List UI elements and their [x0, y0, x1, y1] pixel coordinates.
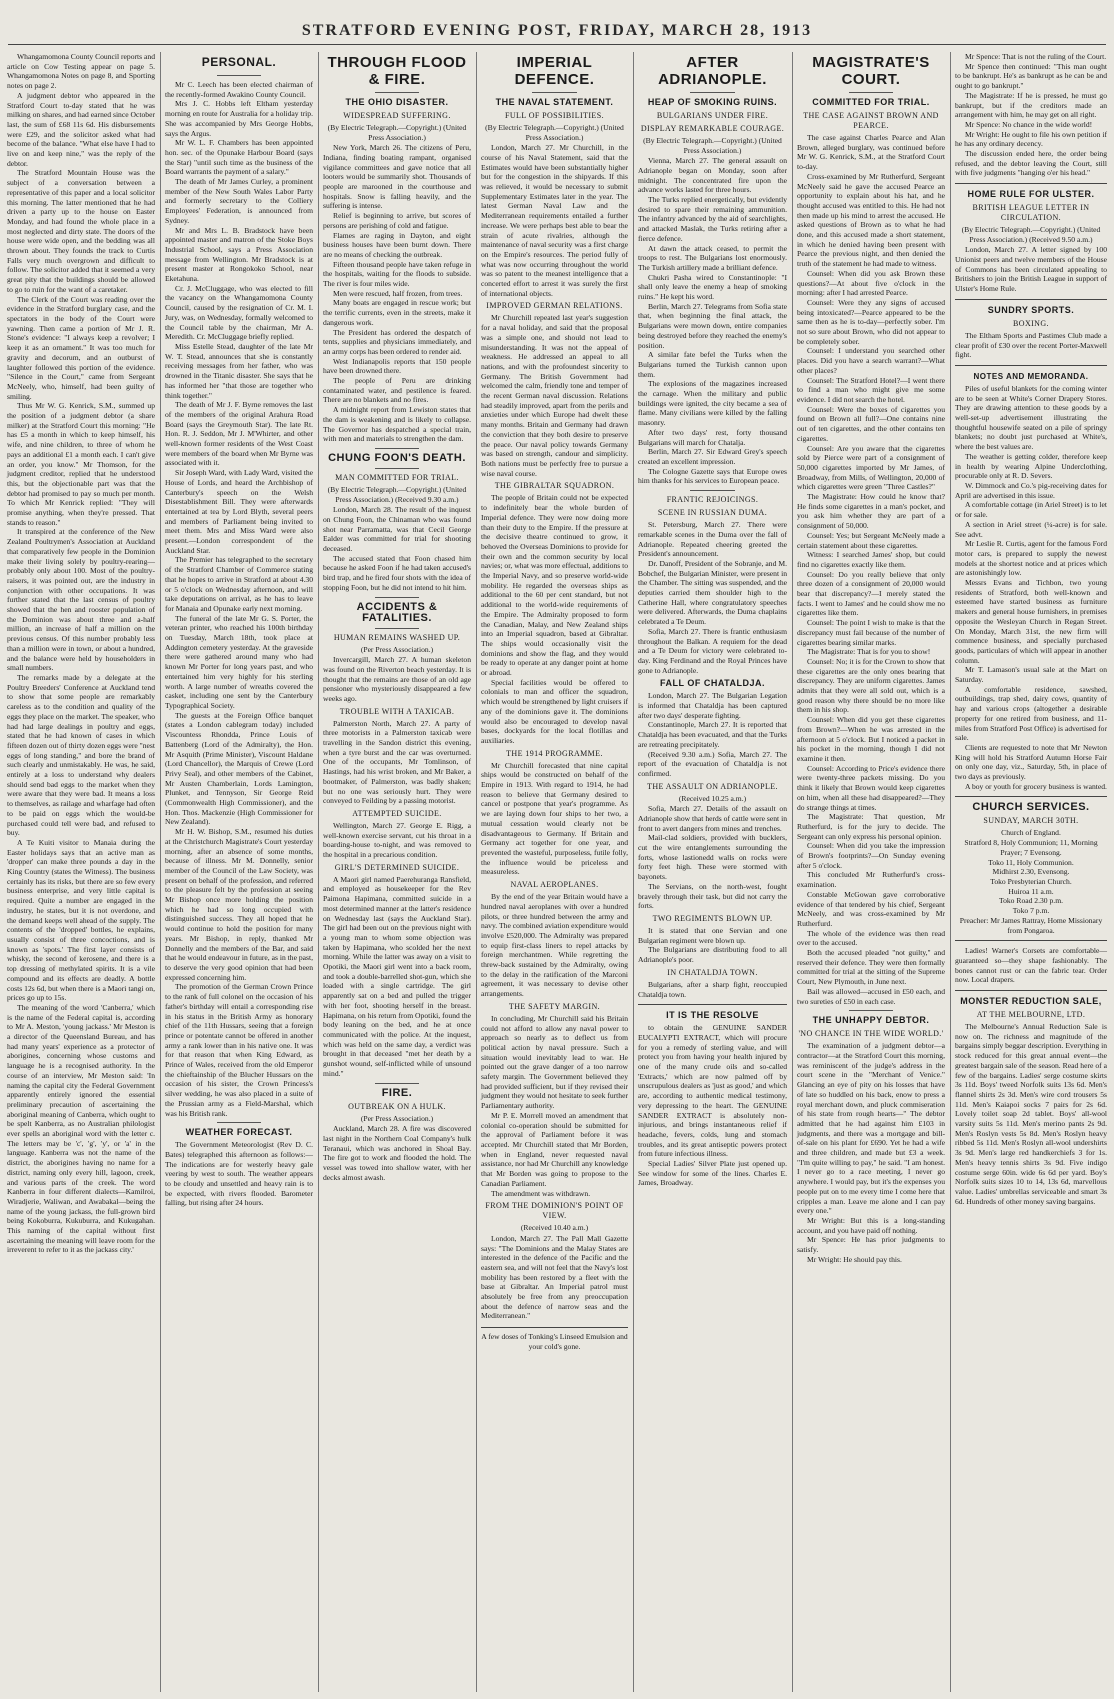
paragraph: London, March 27. The Pall Mall Gazette says: "The Dominions and the Malay States are interested in the defence of the Pacific and the eastern sea, and will not feel that the Navy's lost mobility has been restored by a fleet with the base at Gibraltar. An Imperial patrol must absolutely be free from any preoccupation about the defence of narrow seas and the Mediterranean."	[481, 1233, 628, 1321]
paragraph: A Te Kuiti visitor to Manaia during the Easter holidays says that an active man as 'dropper' can make three pounds a day in the King Country (states the Witness). The business certainly has its risks, but there are so few every business enterprise, and very little capital is required. Quite a number are engaged in the industry, he states, but it is not overdone, and the demand keeps well ahead of the supply. The contents of the 'dropped' bottles, he explains, usually consist of three concoctions, and is known as 'spots.' The first layer consists of whisky, the second of kerosene, and there is a top dressing of methylated spirits. It is a vile compound and its effects are deadly. A bottle costs 12s 6d, but when there is a Maori tangi on, prices go up to 15s.	[7, 837, 155, 1003]
paragraph: The death of Mr James Curley, a prominent member of the New South Wales Labor Party and formerly secretary to the Colliery Employees' Federation, is announced from Sydney.	[165, 177, 313, 225]
paragraph: The Bulgarians are distributing food to all Adrianople's poor.	[638, 945, 787, 965]
paragraph: The Servians, on the north-west, fought bravely through their task, but did not carry the forts.	[638, 881, 787, 911]
paragraph: The case against Charles Pearce and Alan Brown, alleged burglary, was continued before Mr W. G. Kenrick, S.M., at the Stratford Court to-day.	[797, 133, 945, 172]
subheading-small: FROM THE DOMINION'S POINT OF VIEW.	[485, 1201, 624, 1221]
paragraph: Church of England.	[1001, 828, 1061, 838]
column-flood-fire	[320, 52, 474, 1692]
subheading: CHURCH SERVICES.	[972, 801, 1090, 814]
paragraph: Mrs J. C. Hobbs left Eltham yesterday morning en route for Australia for a holiday trip. She was accompanied by Mrs George Hobbs, says the Argus.	[165, 99, 313, 138]
subheading-small: SCENE IN RUSSIAN DUMA.	[657, 508, 768, 518]
paragraph: Counsel: According to Price's evidence there were twenty-three packets missing. Do you think it likely that Brown would keep cigarettes on him, when all these had disappeared?—They do strange things at times.	[797, 763, 945, 812]
subheading: HEAP OF SMOKING RUINS.	[647, 97, 778, 107]
paragraph: St. Petersburg, March 27. There were remarkable scenes in the Duma over the fall of Adrianople. Repeated cheering greeted the President's announcement.	[638, 520, 787, 559]
paragraph: The death of Mr J. F. Byrne removes the last of the members of the original Arahura Road Board (says the Greymouth Star). The late Rt. Hon. R. J. Seddon, Mr J. M'Whirter, and other well-known former residents of the West Coast were members of the board when Mr Byrne was associated with it.	[165, 400, 313, 468]
paragraph: Chukri Pasha wired to Constantinople: "I shall only leave the enemy a heap of smoking ruins." He kept his word.	[638, 272, 787, 302]
paragraph: The people of Peru are drinking contaminated water, and pestilence is feared. There are no blankets and no fires.	[323, 376, 471, 405]
press-credit: (By Electric Telegraph.—Copyright.) (United Press Association.)	[327, 123, 467, 142]
article-paragraphs	[797, 1041, 945, 1264]
article-paragraphs	[638, 980, 787, 999]
column-sundry	[952, 52, 1110, 1692]
article-paragraphs	[481, 493, 628, 745]
weather-heading: WEATHER FORECAST.	[185, 1127, 293, 1138]
paragraph: Counsel: Yes; but Sergeant McNeely made a certain statement about these cigarettes.	[797, 530, 945, 550]
paragraph: Counsel: Are you aware that the cigarettes sold by Pierce were part of a consignment of 50,000 cigarettes imported by Mr James, of Broadway, from Mills, of Wellington, 20,000 of which cigarettes were green "Three Castles?"	[797, 443, 945, 492]
paragraph: A comfortable cottage (in Ariel Street) is to let or for sale.	[955, 500, 1107, 520]
paragraph: At dawn the attack ceased, to permit the troops to rest. The Bulgarians lost enormously. The Turkish artillery made a brilliant defence.	[638, 243, 787, 272]
paragraph: The Magistrate: That is for you to show!	[807, 647, 931, 657]
subheading-small: WIDESPREAD SUFFERING.	[343, 111, 451, 120]
article-paragraphs	[481, 143, 628, 298]
paragraph: Mr T. Lamason's usual sale at the Mart on Saturday.	[955, 665, 1107, 685]
article-paragraphs	[638, 691, 787, 778]
article-paragraphs	[481, 761, 628, 877]
paragraph: Sofia, March 27. Details of the assault on Adrianople show that herds of cattle were sent in front to avert dangers from mines and trenches.	[638, 804, 787, 833]
subheading: CHUNG FOON'S DEATH.	[328, 451, 466, 464]
press-credit: (By Electric Telegraph.—Copyright.) (United Press Association.) (Received 9.50 a.m.)	[961, 225, 1101, 244]
paragraph: In concluding, Mr Churchill said his Britain could not afford to allow any naval power to approach so nearly as to deflect us from political action by naval pressure. Such a situation would inevitably lead to war. He pointed out the grave danger of a too narrow safety margin. The Government believed they had provided sufficient, but if they revised their judgment they would not hesitate to seek further Parliamentary authority.	[481, 1013, 628, 1111]
paragraph: Toko 11, Holy Communion.	[988, 857, 1074, 867]
subheading-small: ATTEMPTED SUICIDE.	[352, 808, 442, 818]
column-rule	[633, 52, 634, 1692]
press-credit: (Received 10.25 a.m.)	[678, 793, 747, 803]
paragraph: Mr Wright: But this is a long-standing account, and you have paid off nothing.	[797, 1215, 945, 1235]
subheading-small: FULL OF POSSIBILITIES.	[505, 111, 604, 120]
paragraph: Counsel: When did you get these cigarettes from Brown?—When he was arrested in the afternoon at 5 o'clock. But I noticed a packet in his pocket in the morning, though I did not examine it then.	[797, 715, 945, 763]
paragraph: Mr Leslie R. Curtis, agent for the famous Ford motor cars, is prepared to supply the newest models at the shortest notice and at prices which are astonishingly low.	[955, 539, 1107, 578]
section-heading-adrianople: AFTER ADRIANOPLE.	[658, 54, 767, 88]
paragraph: Invercargill, March 27. A human skeleton was found on the Riverton beach yesterday. It is thought that the remains are those of an old age pensioner who mysteriously disappeared a few weeks ago.	[323, 655, 471, 703]
paragraph: Counsel: When did you take the impression of Brown's footprints?—On Sunday evening after 5 o'clock.	[797, 841, 945, 870]
paragraph: London, March 27. A letter signed by 100 Unionist peers and twelve members of the House of Commons has been circulated appealing to Britishers to join the British League in support of Ulster's Home Rule.	[955, 245, 1107, 294]
church-services-list	[955, 828, 1107, 935]
paragraph: The people of Britain could not be expected to indefinitely bear the whole burden of Imperial defence. They were now doing more than their duty to the Empire. If the pressure at the decisive theatre continued to grow, it behoved the Overseas Dominions to provide for their own and the common security by local navies; or, what was more effectual, additions to the Imperial Navy, and so preserve world-wide mobility. He regarded the overseas ships as additional to the 60 per cent standard, but not additional to the world-wide requirements of the Empire. The Admiralty proposed to form the Canadian, Malay, and New Zealand ships into an Imperial squadron, based at Gibraltar. The ships would occasionally visit the dominions and show the flag, and they would be ready to operate at any danger point at home or abroad.	[481, 493, 628, 678]
tonking-advert: A few doses of Tonking's Linseed Emulsion and your cold's gone.	[481, 1327, 628, 1351]
paragraph: Relief is beginning to arrive, but scores of persons are perishing of cold and fatigue.	[323, 211, 471, 230]
paragraph: Toko 7 p.m.	[1012, 906, 1050, 916]
subheading-small: TWO REGIMENTS BLOWN UP.	[652, 914, 773, 923]
paragraph: Sir Joseph Ward, with Lady Ward, visited the House of Lords, and heard the Archbishop of Canterbury's speech on the Welsh Disestablishment Bill. They were afterwards entertained at tea by Lord Blyth, several peers and members of Parliament being invited to meet them. Mrs and Miss Ward were also present.—London correspondent of the Auckland Star.	[165, 468, 313, 555]
paragraph: Messrs Evans and Tichbon, two young residents of Stratford, both well-known and esteemed have started business as furniture makers and general house furnishers, in premises opposite the Wesleyan Church in Regan Street. On Monday, March 31st, the new firm will commence business, and specially purchased goods, particulars of which will appear in another column.	[955, 578, 1107, 665]
paragraph: Counsel: When did you ask Brown these questions?—At about five o'clock in the morning: after I had arrested Pearce.	[797, 268, 945, 298]
paragraph: The guests at the Foreign Office banquet (states a London cablegram today) included Viscountess Rhondda, Prince Louis of Battenberg (Lord of the Admiralty), the Hon. Mr Asquith (Prime Minister), Viscount Haldane (Lord Chancellor), the Marquis of Crewe (Lord Privy Seal), and other members of the Cabinet, Mr Austen Chamberlain, Lords Lamington, Plunket, and Tennyson, Sir George Reid (Commonwealth High Commissioner), and the Hon. Thos. Mackenzie (High Commissioner for New Zealand).	[165, 710, 313, 827]
paragraph: The accused stated that Foon chased him because he asked Foon if he had taken accused's bird trap, and he fired four shots with the idea of stopping Foon, but he did not intend to hit him.	[323, 553, 471, 592]
paragraph: Huiroa 11 a.m.	[1008, 886, 1054, 896]
article-paragraphs	[638, 804, 787, 911]
column-adrianople	[635, 52, 790, 1692]
paragraph: Sofia, March 27. There is frantic enthusiasm throughout the Balkan. A requiem for the dead and a Te Deum for victory were celebrated to-day. King Ferdinand and the Royal Princes have gone to Adrianople.	[638, 626, 787, 675]
article-paragraphs	[955, 331, 1107, 360]
article-paragraphs	[638, 156, 787, 486]
paragraph: The Magistrate: That question, Mr Rutherfurd, is for the jury to decide. The Sergeant can only express his personal opinion.	[797, 812, 945, 841]
subheading-small: THE ASSAULT ON ADRIANOPLE.	[647, 781, 778, 791]
paragraph: Mr C. Leech has been elected chairman of the recently-formed Awakino County Council.	[165, 80, 313, 99]
article-paragraphs	[323, 1124, 471, 1182]
paragraph: Counsel: I understand you searched other places. Did you have a search warrant?—What other places?	[797, 346, 945, 375]
paragraph: Both the accused pleaded "not guilty," and reserved their defence. They were then formally committed for trial at the sitting of the Supreme Court, New Plymouth, in June next.	[797, 948, 945, 987]
subheading-small: HUMAN REMAINS WASHED UP.	[333, 632, 461, 642]
paragraph: A judgment debtor who appeared in the Stratford Court to-day stated that he was milking on shares, and had earned since October last, the sum of £68 11s 6d. His disbursements were £29, and the solicitor asked what had become of the balance. "What else have I had to live on and keep nine," was the reply of the debtor.	[7, 90, 155, 168]
paragraph: Mr Spence then continued: "This man ought to be bankrupt. He's as bankrupt as he can be and ought to go bankrupt."	[955, 61, 1107, 91]
subheading: IT IS THE RESOLVE	[666, 1010, 759, 1021]
subheading: ACCIDENTS & FATALITIES.	[356, 600, 438, 624]
paragraph: A section in Ariel street (¼-acre) is for sale. See advt.	[955, 519, 1107, 539]
paragraph: The Magistrate: How could he know that? He finds some cigarettes in a man's pocket, and you ask him whether they are part of a consignment of 50,000.	[797, 492, 945, 531]
paragraph: The Eltham Sports and Pastimes Club made a clear profit of £30 over the recent Porter-Maxwell fight.	[955, 330, 1107, 360]
notes-memoranda-paragraphs	[955, 384, 1107, 792]
press-credit: (Received 10.40 a.m.)	[520, 1223, 589, 1233]
paragraph: The whole of the evidence was then read over to the accused.	[797, 928, 945, 948]
press-credit: (Per Press Association.)	[360, 1113, 434, 1123]
paragraph: Mr W. L. F. Chambers has been appointed hon. sec. of the Opunake Harbour Board (says the Star) "until such time as the business of the Board warrants the payment of a salary."	[165, 138, 313, 177]
paragraph: It is stated that one Servian and one Bulgarian regiment were blown up.	[638, 926, 787, 945]
article-paragraphs	[481, 1014, 628, 1198]
article-paragraphs	[323, 821, 471, 860]
subheading-small: FRANTIC REJOICINGS.	[666, 495, 759, 505]
paragraph: Toko Presbyterian Church.	[990, 877, 1072, 886]
subheading: FALL OF CHATALDJA.	[660, 678, 765, 689]
paragraph: Special Ladies' Silver Plate just opened up. See window for some of the lines. Charles E. James, Broadway.	[638, 1159, 787, 1188]
press-credit: (By Electric Telegraph.—Copyright.) (United Press Association.)	[643, 136, 782, 155]
paragraph: Berlin, March 27. Sir Edward Grey's speech created an excellent impression.	[638, 447, 787, 466]
article-paragraphs	[638, 520, 787, 675]
local-notes-paragraphs	[7, 52, 155, 1255]
paragraph: Counsel: The point I wish to make is that the discrepancy must fail because of the number of cigarettes bearing similar marks.	[797, 618, 945, 647]
paragraph: New York, March 26. The citizens of Peru, Indiana, finding boating rampant, organised vigilance committees and gave notice that all looters would be summarily shot. Thousands of people are marooned in the courthouse and hospitals. Snow is falling heavily, and the suffering is intense.	[323, 143, 471, 211]
column-rule	[160, 52, 161, 1692]
corsets-advert: Ladies! Warner's Corsets are comfortable—guaranteed so—they shape fashionably. The bones cannot rust or can the fabric tear. Order now. Local drapers.	[955, 946, 1107, 985]
paragraph: W. Dimmock and Co.'s pig-receiving dates for April are advertised in this issue.	[955, 480, 1107, 500]
article-paragraphs	[323, 143, 471, 444]
section-heading-flood-fire: THROUGH FLOOD & FIRE.	[327, 54, 467, 88]
column-rule	[476, 52, 477, 1692]
column-personal	[162, 52, 316, 1692]
paragraph: Counsel: The Stratford Hotel?—I went there to find a man who might give me some evidence. I did not search the hotel.	[797, 375, 945, 404]
article-paragraphs	[481, 313, 628, 478]
subheading: MONSTER REDUCTION SALE,	[960, 996, 1102, 1007]
press-credit: (By Electric Telegraph.—Copyright.) (United Press Association.) (Received 9.30 a.m.)	[327, 484, 467, 504]
column-rule	[950, 52, 951, 1692]
subheading-small: OUTBREAK ON A HULK.	[348, 1101, 446, 1111]
paragraph: The meaning of the word 'Canberra,' which is the name of the Federal capital is, according to Mr A. Meston, 'young jackass.' Mr Meston is a director of the Queensland Bureau, and has had many years' experience as a protector of aborigines, concerning whose customs and language he is a recognised authority. In the course of an interview, Mr Meston said: 'In naming the capital city the Federal Government apparently entirely ignored the essential preliminary precaution of ascertaining the aboriginal meaning of Canberra, which ought to be spelt Kanberra, as no Australian philologist ever spells an aboriginal word with the letter c. The letters may be 'c', 'g', 'y', or 'a' in the language. Kanberra was not the name of the district, the aborigines having no name for a district, naming only every hill, lagoon, creek, and various parts of the creek. The word Kanberra in four different dialects—Kamilroi, Wiradjerie, Waliwan, and Awabakal—being the name of the young jackass, the full-grown bird being Kokoburra, Kukuburra, and Kukugahan. This naming of the capital without first ascertaining the meaning will leave room for the irreverent to refer to it as the jackass city.'	[7, 1002, 155, 1255]
paragraph: Mr and Mrs L. B. Bradstock have been appointed master and matron of the Stoke Boys Industrial School, says a Press Association message from Wellington. Mr Bradstock is at present master at Rongokoko School, near Eketahuna.	[165, 225, 313, 284]
subheading: SUNDRY SPORTS.	[987, 304, 1075, 315]
subheading: THE OHIO DISASTER.	[345, 97, 449, 107]
paragraph: It transpired at the conference of the New Zealand Poultrymen's Association at Auckland that comparatively few people in the Dominion make their living solely by poultry-rearing—probably only about 100. Most of the poultry-raisers, it was pointed out, are the industry in conjunction with other occupations. It was further stated that the last census of poultry showed that the hen and rooster population of the Dominion was about three and a-half million, an increase of half a million on the previous census. Of this number probably less than a million were in town, or about a hundred, and the balance were held by householders in small numbers.	[7, 527, 155, 673]
paragraph: Whangamomona County Council reports and article on Cow Testing appear on page 5. Whangamomona Notes on page 8, and Sporting notes on page 2.	[7, 52, 155, 91]
subheading-small: AT THE MELBOURNE, LTD.	[976, 1010, 1086, 1020]
article-paragraphs	[323, 719, 471, 806]
subheading-small: THE CASE AGAINST BROWN AND PEARCE.	[803, 111, 939, 130]
paragraph: Wellington, March 27. George E. Rigg, a well-known exercise servant, cut his throat in a boarding-house to-night, and was removed to the hospital in a precarious condition.	[323, 820, 471, 860]
paragraph: London, March 28. The result of the inquest on Chung Foon, the Chinaman who was found shot near Parramatta, was that Cecil George Ealder was committed for trial for shooting deceased.	[323, 505, 471, 553]
subheading-small: NAVAL AEROPLANES.	[510, 880, 599, 890]
paragraph: Flames are raging in Dayton, and eight business houses have been burnt down. There are no means of checking the outbreak.	[323, 230, 471, 259]
paragraph: Bail was allowed—accused in £50 each, and two sureties of £50 in each case.	[797, 986, 945, 1006]
paragraph: Toko Road 2.30 p.m.	[998, 896, 1063, 906]
subheading-small: BOXING.	[1013, 318, 1049, 328]
paragraph: A boy or youth for grocery business is wanted.	[965, 781, 1107, 791]
paragraph: Mr Churchill repeated last year's suggestion for a naval holiday, and said that the proposal was a simple one, and should not lead to misunderstanding. It was not the appeal of weakness. He addressed an appeal to all nations, and with the profoundest sincerity to Germany. The British Government had welcomed the calm, friendly tone and temper of the recent German naval discussion. Relations had steadily improved, apart from the perils and anxieties under which Europe had dwelt these many months. Britain and Germany had drawn the conviction that they both desire to preserve the peace. Our naval policy towards Germany was based on strength, candour and simplicity. Both nations must be perfectly free to pursue a wise naval course.	[481, 313, 628, 478]
paragraph: Mr Spence: That is not the ruling of the Court.	[965, 52, 1107, 61]
paragraph: Mr Spence: No chance in the wide world!	[965, 119, 1093, 129]
paragraph: Cr. J. McCluggage, who was elected to fill the vacancy on the Whangamomona County Council, caused by the resignation of Cr. M. I. Jury, was, on Wednesday, formally welcomed to the Council table by the chairman, Mr A. Meredith. Cr. McCluggage briefly replied.	[165, 283, 313, 342]
section-heading-imperial-defence: IMPERIAL DEFENCE.	[514, 54, 595, 88]
paragraph: Special facilities would be offered to colonials to man and officer the squadron, which would be strengthened by light cruisers if any of the dominions gave it. The dominions would also be encouraged to develop naval bases, dockyards for the local flotillas and auxiliaries.	[481, 677, 628, 745]
subheading-small: THE GIBRALTAR SQUADRON.	[494, 481, 615, 491]
subheading-small: DISPLAY REMARKABLE COURAGE.	[640, 124, 785, 133]
paragraph: Clients are requested to note that Mr Newton King will hold his Stratford Autumn Horse Fair on only one day, viz., Saturday, 5th, in place of two days as previously.	[955, 742, 1107, 782]
paragraph: This concluded Mr Rutherfurd's cross-examination.	[797, 870, 945, 890]
column-rule	[792, 52, 793, 1692]
subheading-small: SUNDAY, MARCH 30TH.	[983, 816, 1079, 826]
paragraph: Mr P. E. Morrell moved an amendment that colonial co-operation should be submitted for the approval of Parliament before it was accepted. Mr Churchill stated that Mr Borden, when in England, never requested naval assistance, nor had Mr Churchill any knowledge that Mr Borden was going to propose to the Canadian Parliament.	[481, 1110, 628, 1188]
paragraph: Mr Spence: He has prior judgments to satisfy.	[797, 1235, 945, 1255]
section-heading-personal: PERSONAL.	[201, 55, 277, 69]
paragraph: The Clerk of the Court was reading over the evidence in the Stratford burglary case, and the spectators in the body of the Court were yawning. Then came a portion of Mr J. R. Stone's evidence: "I always keep a revolver; I keep it as an ornament." It was too much for gravity and decorum, and an outburst of laughter followed this portion of the evidence. "Silence in the Court," came from Sergeant McNeely, who, himself, had been guilty of smiling.	[7, 294, 155, 401]
subheading-small: 'NO CHANCE IN THE WIDE WORLD.'	[798, 1029, 944, 1039]
paragraph: Mr Churchill forecasted that nine capital ships would be constructed on behalf of the Empire in 1913. With regard to 1914, he had reason to believe that Germany desired to cancel or postpone that year's programme. As we are laying down four ships to her two, a mutual cessation would clearly not be disadvantageous to Germany. If Britain and Germany act together for one year, and prevented the wasteful, purposeless, futile folly, the influence would be priceless and measureless.	[481, 760, 628, 877]
paragraph: The explosions of the magazines increased the carnage. When the military and public buildings were ignited, the city became a sea of flame. Many civilians were killed by the falling masonry.	[638, 379, 787, 428]
paragraph: A Maori girl named Paerehuranga Ransfield, and employed as housekeeper for the Rev Paimona Hapimana, committed suicide in a most determined manner at the latter's residence on Wednesday last (says the Auckland Star). The girl had been out on the previous night with a young man to whom some objection was taken by Hapimana, who scolded her the next morning. While the latter was away on a visit to Opotiki, the Maori girl went into a back room, and took a double-barrelled shot-gun, which she loaded with a single cartridge. The girl apparently sat on a bed and pulled the trigger with her foot, shooting herself in the breast. Hapimana, on his return from Opotiki, found the body leaning on the bed, and he at once communicated with the police. At the inquest, which was held on the same day, a verdict was brought in that deceased "met her death by a gunshot wound, self-inflicted while of unsound mind."	[323, 874, 471, 1078]
subheading-small: THE 1914 PROGRAMME.	[506, 748, 603, 758]
paragraph: The discussion ended here, the order being refused, and the debtor leaving the Court, still with five judgments "hanging o'er his head."	[955, 149, 1107, 178]
personal-paragraphs	[165, 80, 313, 1118]
paragraph: A similar fate befel the Turks when the Bulgarians turned the Turkish cannon upon them.	[638, 350, 787, 379]
article-paragraphs	[955, 52, 1107, 178]
subheading-small: IN CHATALDJA TOWN.	[667, 967, 758, 977]
paragraph: Constantinople, March 27. It is reported that Chataldja has been evacuated, and that the Turks are retreating precipitately.	[638, 720, 787, 749]
subheading-small: GIRL'S DETERMINED SUICIDE.	[334, 862, 460, 872]
paragraph: Cross-examined by Mr Rutherfurd, Sergeant McNeely said he gave the accused Pearce an opportunity to explain about his hat, and he thought accused was entitled to this. He had not then made up his mind to arrest the accused. He asked questions of Brown as to what he had done, and this accused made a short statement, in which he denied having been present with Pearce the previous night, and then denied the truth of the statement he had made to witness.	[797, 171, 945, 269]
subheading: COMMITTED FOR TRIAL.	[812, 97, 930, 107]
paragraph: Berlin, March 27. Telegrams from Sofia state that, when beginning the final attack, the Bulgarians were mown down, entire companies being destroyed before they reached the enemy's position.	[638, 301, 787, 350]
paragraph: The Magistrate: If he is pressed, he must go bankrupt, but if the creditors made an arrangement with him, he may get on all right.	[955, 90, 1107, 120]
article-paragraphs	[797, 133, 945, 1006]
press-credit: (Per Press Association.)	[360, 644, 434, 654]
article-paragraphs	[481, 892, 628, 999]
paragraph: Mr Wright: He ought to file his own petition if he has any ordinary decency.	[955, 129, 1107, 149]
masthead: STRATFORD EVENING POST, FRIDAY, MARCH 28, 1913	[301, 22, 813, 39]
paragraph: A comfortable residence, sawshed, outbuildings, trap shed, dairy cows, quantity of hay and various crops (altogether a desirable property for one retired from business, and 11-miles from Stratford Post Office) is advertised for sale.	[955, 684, 1107, 743]
subheading: THE NAVAL STATEMENT.	[495, 97, 614, 107]
column-local-notes	[4, 52, 158, 1692]
column-rule	[318, 52, 319, 1692]
paragraph: Stratford 8, Holy Communion; 11, Morning Prayer; 7 Evensong.	[964, 838, 1098, 857]
paragraph: Bulgarians, after a sharp fight, reoccupied Chataldja town.	[638, 979, 787, 999]
paragraph: Dr. Danoff, President of the Sobranje, and M. Bobchef, the Bulgarian Minister, were present in the Chamber. The sitting was suspended, and the deputies carried them shoulder high to the Catherine Hall, where congratulatory speeches were delivered. Afterwards, the Duma chaplains celebrated a Te Deum.	[638, 558, 787, 627]
paragraph: The Premier has telegraphed to the secretary of the Stratford Chamber of Commerce stating that he hopes to arrive in Stratford at about 4.30 or 5 o'clock on Wednesday afternoon, and will take deputations on arrival, as he has to leave for Manaia and Opunake early next morning.	[165, 555, 313, 613]
paragraph: The amendment was withdrawn.	[491, 1188, 591, 1198]
paragraph: London, March 27. Mr Churchill, in the course of his Naval Statement, said that the Estimates would have been substantially higher but for the congestion in the shipyards. If this was relieved, it would be necessary to submit Supplementary Estimates later in the year. The latest German Naval Law and the Mediterranean requirements entailed a further increase. We were perhaps best able to bear the strain of acute rivalries, although the maintenance of naval security was a first charge on the Empire's resources. The period fully of what was now occurring throughout the world was so patent to the meanest intelligence that a concerted effort to arrest it was surely the first of international objects.	[481, 143, 628, 298]
paragraph: The funeral of the late Mr G. S. Porter, the veteran printer, who reached his 100th birthday on Tuesday, March 18th, took place at Addington cemetery yesterday. At the graveside there were gathered around many who had known Mr Porter for long years past, and who entertained him very highly for his sterling worth. A large number of wreaths covered the casket, including one sent by the Canterbury Typographical Society.	[165, 613, 313, 710]
column-imperial-defence	[478, 52, 631, 1692]
paragraph: Midhirst 2.30, Evensong.	[992, 867, 1070, 877]
paragraph: Witness: I searched James' shop, but could find no cigarettes exactly like them.	[797, 550, 945, 569]
paragraph: The Turks replied energetically, but evidently desired to spare their remaining ammunition. The infantry advanced by the aid of searchlights, and attacked Maslak, the Turks retiring after a fierce defence.	[638, 195, 787, 243]
paragraph: The examination of a judgment debtor—a contractor—at the Stratford Court this morning, was reminiscent of the judge's address in the court scene in the "Merchant of Venice." Glancing an eye of pity on his losses that have of late so huddled on his back, enow to press a royal merchant down, and pluck commiseration of his state from rough hearts—" The debtor admitted that he had against him £103 in judgments, and there was a mortgage and bill-of-sale on his plant for £690. Yet he had a wife and three children, and made but £3 a week. "I'm quite willing to pay," he said. "I am honest. I never go to a race meeting, I never go anywhere. I would pay, but it's the expenses you people put on to me every time I come here that cripples a man. Leave me alone and I can pay every one."	[797, 1041, 945, 1216]
subheading: HOME RULE FOR ULSTER.	[967, 189, 1095, 200]
paragraph: Preacher: Mr James Rattray, Home Missionary from Pongaroa.	[959, 915, 1103, 935]
weather-forecast-text: The Government Meteorologist (Rev D. C. Bates) telegraphed this afternoon as follows:— The indications are for westerly heavy gale veering by west to south. The weather appears to be cloudy and unsettled and heavy rain is to be expected, with rivers flooded. Barometer falling, but rising after 24 hours.	[165, 1140, 313, 1208]
subheading: THE UNHAPPY DEBTOR.	[812, 1015, 930, 1026]
paragraph: Counsel: Were the boxes of cigarettes you found on Brown all full?—One contains nine out of ten cigarettes, and the other contains ten cigarettes.	[797, 404, 945, 443]
paragraph: Mr H. W. Bishop, S.M., resumed his duties at the Christchurch Magistrate's Court yesterday morning, after an absence of some months, because of illness. Mr M. Donnelly, senior member of the Council of the Law Society, was present on behalf of the profession, and referred to the pleasure felt by the profession at seeing Mr Bishop once more holding the position which he had so long occupied with distinguished success. They all hoped that he would continue to hold the position for many years. Mr Bishop, in reply, thanked Mr Donnelly and the members of the Bar, and said that he would endeavour in future, as in the past, to deserve the very good opinion that had been expressed concerning him.	[165, 827, 313, 982]
paragraph: Vienna, March 27. The general assault on Adrianople began on Monday, soon after midnight. The concentrated fire upon the advance works lasted for three hours.	[638, 156, 787, 195]
paragraph: The Cologne Gazette says that Europe owes him thanks for his services to European peace.	[638, 466, 787, 486]
press-credit: (By Electric Telegraph.—Copyright.) (United Press Association.)	[485, 123, 624, 142]
subheading-small: MAN COMMITTED FOR TRIAL.	[335, 472, 459, 482]
paragraph: The President has ordered the despatch of tents, supplies and physicians immediately, and an army corps has been ordered to render aid.	[323, 327, 471, 356]
article-paragraphs	[638, 926, 787, 965]
paragraph: Palmerston North, March 27. A party of three motorists in a Palmerston taxicab were travelling in the Sandon district this evening, when a tyre burst and the car was overturned. One of the occupants, Mr Tomlinson, of Hastings, had his wrist broken, and Mr Baker, a bootmaker, of Palmerston, was badly shaken; but no one was seriously hurt. They were conveyed to Feilding by a passing motorist.	[323, 718, 471, 806]
paragraph: Piles of useful blankets for the coming winter are to be seen at White's Corner Drapery Stores. They are drawing attention to these goods by a well-set-up advertisement illustrating the thoughtful housewife seated on a pile of springy blankets; no doubt just purchased at White's, where the best values are.	[955, 383, 1107, 452]
paragraph: A midnight report from Lewiston states that the dam is weakening and is likely to collapse. The Governor has despatched a special train, with men and materials to strengthen the dam.	[323, 405, 471, 444]
section-heading-magistrates-court: MAGISTRATE'S COURT.	[812, 54, 930, 88]
paragraph: Counsel: No; it is for the Crown to show that these cigarettes are the only ones bearing that discrepancy. They are uniform cigarettes. James admits that they were all sold out, which is a good reason why there should be no more like them in his shop.	[797, 656, 945, 715]
paragraph: The promotion of the German Crown Prince to the rank of full colonel on the occasion of his father's birthday will entail a corresponding rise in his status in the British Army as honorary chief of the 11th Hussars, seeing that a foreign prince or potentate cannot be offered in another army a rank lower than in his native one. It was for that reason that when King Edward, as Prince of Wales, received from the old Emperor the chieftainship of the Blucher Hussars on the occasion of his sister, the Crown Princess's silver wedding, he was also placed in a suite of the Prussian army as a Field-Marshal, which was his British rank.	[165, 982, 313, 1118]
article-paragraphs	[955, 245, 1107, 294]
subheading: FIRE.	[381, 1086, 413, 1099]
reduction-sale-advert: The Melbourne's Annual Reduction Sale is now on. The richness and magnitude of the bargains simply beggar description. Everything in stock reduced for this great annual event—the greatest bargain sale of the season. Read here of a few of the bargains. Ladies' serge costume skirts 3s 11d. Boys' tweed Norfolk suits 13s 6d. Men's flannel shirts 2s 3d. Men's wire cord trousers 5s 11d. Men's Kaiapoi socks 7 pairs for 2s 6d. Lovely toilet soap 2d tablet. Boys' all-wool varsity suits 5s 11d. Men's merino pants 2s 9d. Men's Roslyn vests 5s 8d. Men's Roslyn heavy ribbed 5s 11d. Men's Roslyn all-wool undershirts 3s 9d. Men's large red handkerchiefs 3 for 1s. Men's heavy tennis shirts 3s 9d. Five indigo costume serge 60in. wide 6s 6d per yard. Boy's Norfolk suits sizes 10 to 14, 13s 6d, marvellous value. Ladies' umbrellas serviceable and smart 3s 6d. Hundreds of other money saving bargains.	[955, 1022, 1107, 1206]
paragraph: By the end of the year Britain would have a hundred naval aeroplanes with over a hundred pilots, or three hundred between the army and navy. The combined aviation expenditure would involve £520,000. The Admiralty was prepared to equip first-class liners to repel attacks by foreign merchantmen. While regretting the threw-back sustained by the Admiralty, owing to the delay in the ratification of the Marconi agreement, it was necessary to devise other arrangements.	[481, 892, 628, 999]
paragraph: Many boats are engaged in rescue work; but the terrific currents, even in the streets, make it dangerous work.	[323, 298, 471, 327]
subheading: NOTES AND MEMORANDA.	[973, 371, 1089, 381]
subheading-small: THE SAFETY MARGIN.	[508, 1001, 601, 1011]
paragraph: The remarks made by a delegate at the Poultry Breeders' Conference at Auckland tend to show that some people are remarkably careless as to the condition and quality of the eggs they place on the market. The speaker, who had had large dealings in poultry and eggs, stated that he had known of cases in which fifteen dozen out of thirty dozen eggs were "nest eggs of long standing," and bore the brand of such clearly and unmistakably. He was, he said, entirely at a loss to understand why dealers should send bad eggs to the market when they were aware that they were bad. It means a loss to themselves, as railage and wharfage had often to be paid on eggs which the would-be purchased could tell were bad, and refused to buy.	[7, 673, 155, 838]
paragraph: Fifteen thousand people have taken refuge in the hospitals, waiting for the floods to subside. The river is four miles wide.	[323, 259, 471, 289]
paragraph: Constable McGowan gave corroborative evidence of that tendered by his chief, Sergeant McNeely, and was cross-examined by Mr Rutherfurd.	[797, 889, 945, 928]
paragraph: Mail-clad soldiers, provided with bucklers, cut the wire entanglements surrounding the forts, whose lastionedd walls on rocks were forty feet high. These were stormed with bayonets.	[638, 833, 787, 882]
paragraph: The weather is getting colder, therefore keep in health by wearing Alpine Underclothing, procurable only at R. D. Severs.	[955, 451, 1107, 481]
paragraph: Miss Estelle Stead, daughter of the late Mr W. T. Stead, announces that she is constantly receiving messages from her father, who was drowned in the Titanic disaster. She says that he has informed her "that those are together who think together."	[165, 341, 313, 400]
paragraph: West Indianapolis reports that 150 people have been drowned there.	[323, 356, 471, 376]
paragraph: London, March 27. The Bulgarian Legation is informed that Chataldja has been captured after two days' desperate fighting.	[638, 691, 787, 720]
article-paragraphs	[481, 1234, 628, 1321]
article-paragraphs	[323, 655, 471, 704]
subheading-small: BRITISH LEAGUE LETTER IN CIRCULATION.	[972, 203, 1090, 223]
paragraph: After two days' rest, forty thousand Bulgarians will march for Chatalja.	[638, 427, 787, 447]
subheading-small: IMPROVED GERMAN RELATIONS.	[486, 301, 623, 311]
subheading-small: TROUBLE WITH A TAXICAB.	[339, 706, 455, 716]
paragraph: Mr Wright: He should pay this.	[807, 1254, 902, 1264]
column-magistrates-court	[794, 52, 948, 1692]
paragraph: Men were rescued, half frozen, from trees.	[333, 288, 463, 298]
paragraph: to obtain the GENUINE SANDER EUCALYPTI EXTRACT, which will procure for you a remedy of sterling value, and will protect you from having your health injured by one of the many crude oils and so-called 'Extracts,' which are now palmed off by unscrupulous dealers as 'just as good,' and which are, according to authentic medical testimony, very depressing to the heart. The GENUINE SANDER EXTRACT is absolutely non-injurious, and brings instantaneous relief if headache, fevers, colds, lung and stomach troubles, and its great antiseptic powers protect from future infectious illness.	[638, 1023, 787, 1159]
paragraph: Counsel: Were they any signs of accused being intoxicated?—Pearce appeared to be the same then as he is to-day—perfectly sober. I'm not so sure about Brown, who did not appear to be completely sober.	[797, 297, 945, 346]
subheading-small: BULGARIANS UNDER FIRE.	[656, 111, 769, 120]
sander-extract-advert	[638, 1023, 787, 1188]
paragraph: (Received 9.30 a.m.) Sofia, March 27. The report of the evacuation of Chataldja is not confirmed.	[638, 749, 787, 778]
paragraph: The Stratford Mountain House was the subject of a conversation between a representative of this paper and a local solicitor this morning. The latter mentioned that he had driven a party up to the house on Easter Monday, and had found the whole place in a most neglected and dirty state. The doors of the house were wide open, and the bedding was all thrown about. They founds the track to Curtis Falls very much overgrown and difficult to follow. The solicitor added that it seemed a very great pity that the buildings should be allowed to go to ruin for the want of a caretaker.	[7, 168, 155, 294]
article-paragraphs	[323, 505, 471, 592]
paragraph: Auckland, March 28. A fire was discovered last night in the Northern Coal Company's hulk Teranaui, which was anchored in Shoal Bay. The fire got to work and flooded the hold. The vessel was towed into shallow water, with her decks almost awash.	[323, 1124, 471, 1182]
paragraph: Thus Mr W. G. Kenrick, S.M., summed up the position of a judgment debtor (a share milker) at the Stratford Court this morning: "He has £5 a month in which to keep himself, his wife, and nine children, to three of whom he pays an additional £1 a month each. I can't give an order, you know." Mr Thomson, for the judgment creditor, replied that he understood this, but the objectionable part was that the debtor had promised to pay so much per month. To which Mr Kenrick replied: "They will promise anything, when they're pressed. That stands to reason."	[7, 401, 155, 527]
article-paragraphs	[323, 875, 471, 1079]
paragraph: Counsel: Do you really believe that only three dozen of a consignment of 20,000 would bear that discrepancy?—I merely stated the facts. I went to James' and he could show me no cigarettes like them.	[797, 569, 945, 618]
masthead-rule	[8, 44, 1106, 45]
